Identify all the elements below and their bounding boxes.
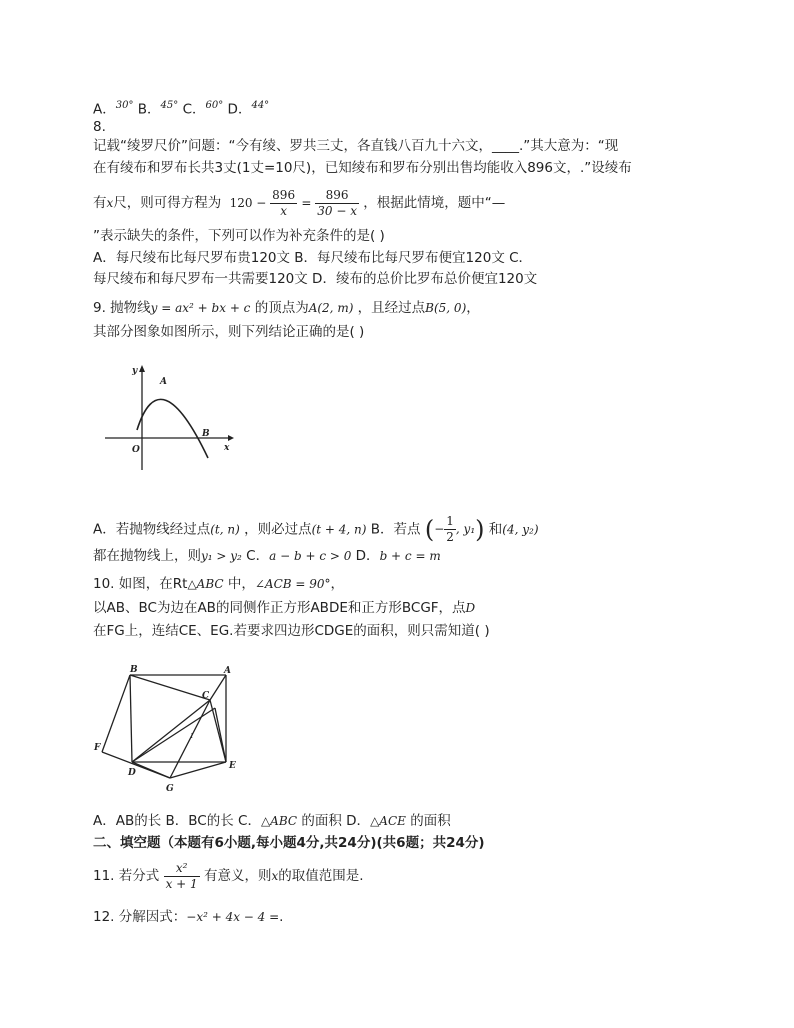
q11-line: 11. 若分式 $\frac{\text{x²}}{x + 1}$ 有意义，则x的取值范围是. <box>93 860 364 891</box>
svg-text:D: D <box>128 768 136 778</box>
q9-line1: 9. 抛物线y = ax² + bx + c 的顶点为A(2, m) ，且经过点B(5, 0)， <box>93 300 480 316</box>
q9-parabola-graph <box>100 360 240 475</box>
q8-line1: 记载“绫罗尺价”问题：“今有绫、罗共三丈，各直钱八百九十六文，____.”其大意为：“现 <box>93 138 619 154</box>
q8-line5: A．每尺绫布比每尺罗布贵120文 B．每尺绫布比每尺罗布便宜120文 C． <box>93 250 533 266</box>
q10-squares-figure <box>90 660 250 795</box>
q8-line6: 每尺绫布和每尺罗布一共需要120文 D．绫布的总价比罗布总价便宜120文 <box>93 271 538 287</box>
q8-line2: 在有绫布和罗布长共3丈(1丈=10尺)，已知绫布和罗布分别出售均能收入896文，.”设绫布 <box>93 160 632 176</box>
q10-options: A．AB的长 B．BC的长 C．△ABC 的面积 D．△ACE 的面积 <box>93 813 451 829</box>
svg-text:C: C <box>202 691 210 701</box>
svg-text:1: 1 <box>190 733 194 740</box>
q10-line3: 在FG上，连结CE、EG.若要求四边形CDGE的面积，则只需知道( ) <box>93 623 490 639</box>
q10-line2: 以AB、BC为边在AB的同侧作正方形ABDE和正方形BCGF，点D <box>93 600 476 616</box>
svg-text:x: x <box>224 443 230 453</box>
q8-line4: ”表示缺失的条件，下列可以作为补充条件的是( ) <box>93 228 385 244</box>
svg-text:G: G <box>166 784 174 794</box>
svg-text:B: B <box>202 429 210 439</box>
q7-options: A．$^{30^\circ}$ B．$^{45^\circ}$ C．$^{60^\circ}$ D．$^{44^\circ}$ <box>93 100 270 118</box>
parabola-curve <box>137 399 208 458</box>
svg-text:A: A <box>160 377 167 387</box>
q8-line3: 有x尺，则可得方程为 120 − $\frac{896}{x}$ = $\frac{896}{30 - x}$ ，根据此情境，题中“— <box>93 186 505 220</box>
section2-title: 二、填空题（本题有6小题,每小题4分,共24分)(共6题；共24分) <box>93 835 485 851</box>
svg-text:F: F <box>94 743 101 753</box>
svg-text:O: O <box>132 445 140 455</box>
q10-line1: 10. 如图，在Rt△ABC 中，∠ACB = 90°， <box>93 576 345 592</box>
q8-equation: 120 − $\frac{896}{x}$ = $\frac{896}{30 - x}$ <box>229 187 357 218</box>
svg-text:A: A <box>224 666 231 676</box>
q11-fraction: $\frac{\text{x²}}{x + 1}$ <box>165 860 198 891</box>
svg-text:y: y <box>132 366 138 376</box>
q9-options-ab: A．若抛物线经过点(t, n) ，则必过点(t + 4, n) B．若点 (− $\frac{1}{2}$ , y₁) 和(4, y₂) <box>93 509 539 550</box>
q8-number: 8. <box>93 119 106 135</box>
q9-options-cd: 都在抛物线上，则y₁ > y₂ C．a − b + c > 0 D．b + c = m <box>93 548 441 564</box>
q9-point-b1: (− $\frac{1}{2}$ , y₁) <box>424 514 485 544</box>
q12-line: 12. 分解因式：−x² + 4x − 4 =. <box>93 909 284 925</box>
svg-text:B: B <box>130 665 138 675</box>
q9-line2: 其部分图象如图所示，则下列结论正确的是( ) <box>93 324 365 340</box>
svg-text:E: E <box>229 761 236 771</box>
